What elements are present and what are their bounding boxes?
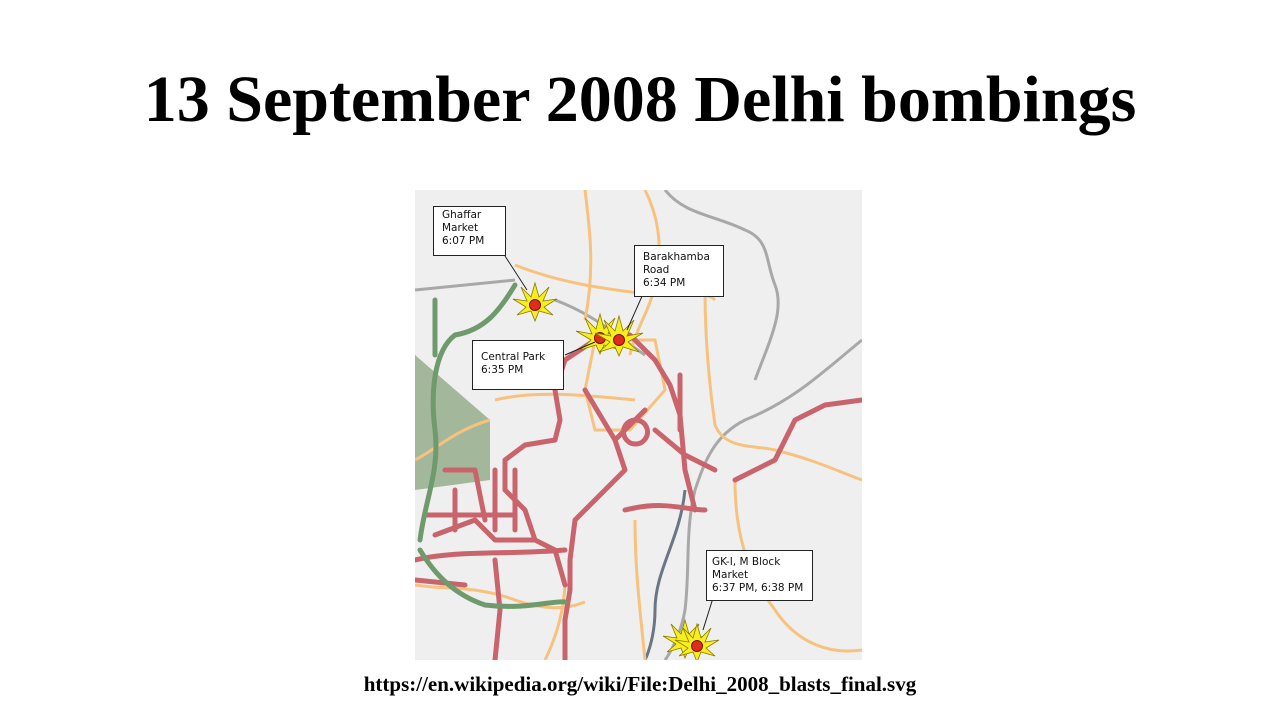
callout-gk1-m-block: GK-I, M Block Market 6:37 PM, 6:38 PM [706, 550, 813, 601]
page-title: 13 September 2008 Delhi bombings [143, 63, 1137, 136]
callout-ghaffar-market: Ghaffar Market 6:07 PM [433, 206, 506, 256]
delhi-blasts-map [415, 190, 862, 660]
callout-central-park: Central Park 6:35 PM [472, 340, 564, 390]
blast-marker-ghaffar [513, 283, 557, 321]
source-url: https://en.wikipedia.org/wiki/File:Delhi_2008_blasts_final.svg [363, 672, 917, 696]
callout-barakhamba-road: Barakhamba Road 6:34 PM [634, 245, 724, 297]
